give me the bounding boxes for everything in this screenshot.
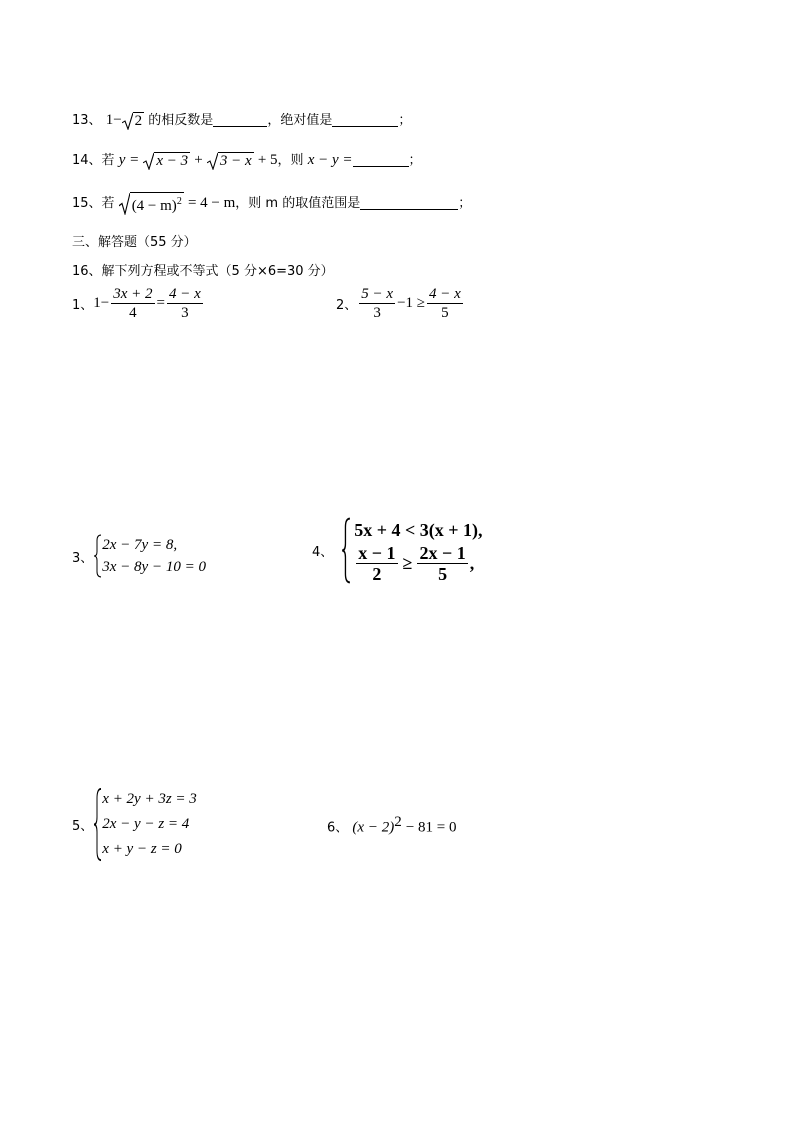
left-brace-icon: [93, 787, 102, 862]
fraction-numerator: 3x + 2: [113, 286, 153, 302]
q14-sqrt-1: [143, 152, 190, 170]
problem-2-number: 2、: [336, 298, 358, 313]
fraction-numerator: x − 1: [358, 543, 396, 563]
problem-4-fraction-2: [417, 543, 467, 584]
q15-rhs: = 4 − m: [187, 195, 236, 211]
problem-4-number: 4、: [312, 545, 334, 560]
problem-4-inequality-2: [354, 543, 482, 584]
q15-text-range: ，则 m 的取值范围是: [235, 196, 361, 211]
q14-radicand-1: x − 3: [156, 152, 189, 169]
q15-end: ；: [458, 196, 472, 211]
fraction-denominator: 3: [373, 305, 381, 321]
q14-end: ；: [408, 153, 422, 168]
question-16-instruction: 16、解下列方程或不等式（5 分×6=30 分）: [72, 264, 334, 279]
problem-1-number: 1、: [72, 298, 94, 313]
q13-expression: 1−: [105, 112, 122, 128]
q15-radicand: [130, 192, 184, 215]
problem-2: [336, 285, 465, 322]
problem-5: [72, 787, 197, 862]
problem-4: [312, 517, 483, 584]
q13-text-opposite: 的相反数是: [148, 113, 214, 128]
q15-sqrt: [119, 192, 184, 215]
problem-5-number: 5、: [72, 819, 94, 834]
q14-plus-5: + 5: [257, 152, 278, 168]
radical-sign-icon: [119, 192, 130, 215]
problem-6: [327, 814, 457, 836]
q13-text-abs: ，绝对值是: [267, 113, 333, 128]
q15-radicand-exp: 2: [176, 196, 182, 207]
problem-6-exponent: 2: [394, 814, 402, 830]
fraction-denominator: 5: [438, 564, 448, 584]
fraction-numerator: 5 − x: [361, 286, 394, 302]
problem-6-rest: − 81 = 0: [405, 819, 457, 836]
q13-answer-blank-1[interactable]: [213, 112, 267, 127]
fraction-numerator: 4 − x: [169, 286, 201, 302]
problem-5-equation-2: 2x − y − z = 4: [102, 816, 190, 832]
q13-radicand: 2: [134, 112, 143, 129]
left-brace-icon: [341, 517, 351, 584]
section-heading: 三、解答题（55 分）: [72, 235, 197, 250]
fraction-denominator: 5: [441, 305, 449, 321]
problem-4-system: [341, 517, 482, 584]
fraction-numerator: 2x − 1: [419, 543, 466, 563]
problem-4-inequality-1: 5x + 4 < 3(x + 1),: [354, 520, 483, 540]
problem-3-number: 3、: [72, 550, 94, 566]
problem-2-middle: −1 ≥: [397, 295, 426, 311]
problem-5-equation-1: x + 2y + 3z = 3: [102, 791, 197, 807]
problem-5-equation-3: x + y − z = 0: [102, 841, 182, 857]
question-14: [72, 149, 422, 170]
fraction-denominator: 2: [372, 564, 382, 584]
q14-plus: +: [194, 152, 203, 168]
fraction-numerator: 4 − x: [429, 286, 461, 302]
q15-number: 15、若: [72, 196, 115, 211]
problem-5-system: [93, 787, 197, 862]
left-brace-icon: [93, 534, 102, 578]
q14-sqrt-2: [207, 152, 254, 170]
question-15: [72, 192, 471, 215]
q14-expr: x − y =: [307, 152, 353, 168]
q13-number: 13、: [72, 113, 102, 128]
q15-radicand-base: (4 − m): [131, 198, 177, 214]
problem-3: [72, 534, 206, 578]
q13-answer-blank-2[interactable]: [332, 112, 398, 127]
problem-6-base: (x − 2): [352, 819, 395, 836]
problem-1: [72, 285, 205, 322]
problem-4-ge: ≥: [402, 553, 413, 573]
problem-2-fraction-1: [359, 285, 395, 322]
q14-radicand-2: 3 − x: [219, 152, 252, 169]
radical-sign-icon: [122, 112, 133, 130]
q13-sqrt: [122, 112, 145, 130]
problem-3-equation-2: 3x − 8y − 10 = 0: [102, 559, 206, 575]
q15-answer-blank[interactable]: [360, 195, 458, 210]
problem-6-number: 6、: [327, 820, 349, 836]
problem-1-fraction-2: [167, 285, 203, 322]
q14-number: 14、若: [72, 153, 115, 168]
problem-4-fraction-1: [356, 543, 397, 584]
problem-3-equation-1: 2x − 7y = 8,: [102, 537, 178, 553]
problem-1-lead: 1−: [93, 295, 110, 311]
problem-2-fraction-2: [427, 285, 463, 322]
problem-1-equals: =: [156, 295, 165, 311]
fraction-denominator: 4: [129, 305, 137, 321]
q13-end: ；: [398, 113, 412, 128]
problem-3-system: [93, 534, 206, 578]
question-13: [72, 109, 411, 130]
q14-answer-blank[interactable]: [353, 152, 409, 167]
problem-1-fraction-1: [111, 285, 154, 322]
fraction-denominator: 3: [181, 305, 189, 321]
radical-sign-icon: [143, 152, 154, 170]
q14-text-then: ，则: [277, 153, 304, 168]
q14-lhs: y =: [118, 152, 140, 168]
radical-sign-icon: [207, 152, 218, 170]
problem-4-comma: ,: [469, 553, 475, 573]
